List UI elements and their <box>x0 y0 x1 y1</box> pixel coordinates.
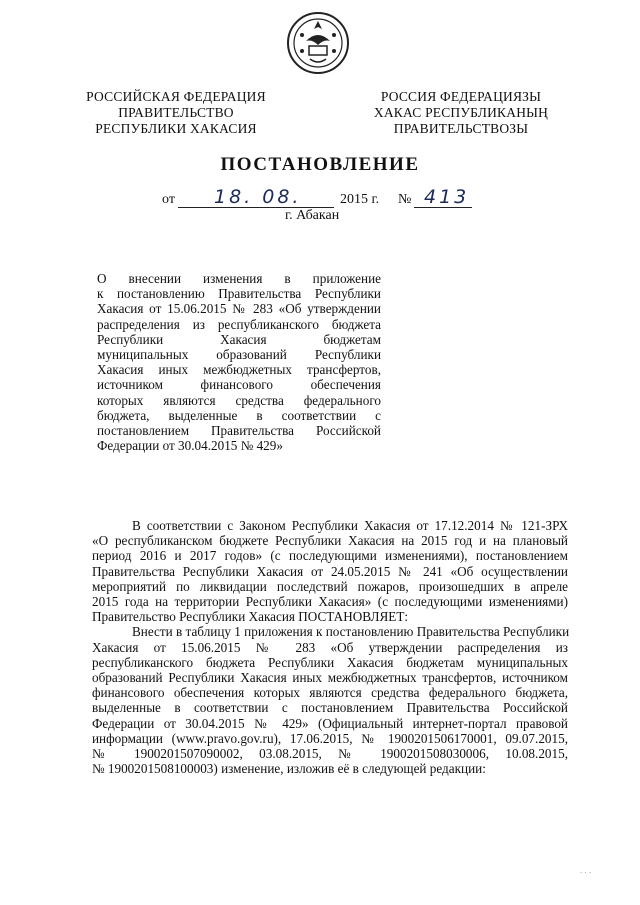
header-left-line: РЕСПУБЛИКИ ХАКАСИЯ <box>95 121 257 136</box>
body-line: № 1900201507090002, 03.08.2015, № 1900201508030006, 10.08.2015, <box>92 746 568 762</box>
body-line: выделенные в соответствии с постановлением Правительства Российской <box>92 700 568 716</box>
subject-line: О внесении изменения в приложение <box>97 271 381 286</box>
handwritten-date: 18. 08. <box>214 186 302 208</box>
subject-line: которых являются средства федерального <box>97 392 381 408</box>
coat-of-arms-emblem <box>286 11 350 75</box>
subject-line: постановлением Правительства Российской <box>97 423 381 439</box>
city-name: г. Абакан <box>285 208 340 223</box>
subject-line: к постановлению Правительства Республики <box>97 286 381 302</box>
subject-line: Федерации от 30.04.2015 № 429» <box>97 438 283 454</box>
body-line: республиканского бюджета Республики Хакасия бюджетам муниципальных <box>92 654 568 670</box>
number-sign: № <box>398 192 412 207</box>
subject-line: Хакасия иных межбюджетных трансфертов, <box>97 362 381 378</box>
body-line: образований Республики Хакасия иных межбюджетных трансфертов, источником <box>92 670 568 686</box>
year-suffix: 2015 г. <box>340 192 380 207</box>
document-subject <box>97 271 381 453</box>
body-line: мероприятий по ликвидации последствий пожаров, произошедших в апреле <box>92 578 568 594</box>
header-left-block <box>86 89 266 137</box>
body-line: Внести в таблицу 1 приложения к постановлению Правительства Республики <box>132 624 570 640</box>
subject-line: распределения из республиканского бюджета <box>97 316 381 332</box>
body-line: Правительства Республики Хакасия от 24.05.2015 № 241 «Об осуществлении <box>92 563 568 579</box>
header-right-line: ХАКАС РЕСПУБЛИКАНЫҢ <box>373 105 549 120</box>
subject-line: источником финансового обеспечения <box>97 377 381 393</box>
header-right-block <box>366 89 556 137</box>
handwritten-number: 413 <box>424 186 470 208</box>
body-line: Федерации от 30.04.2015 № 429» (Официальный интернет-портал правовой <box>92 715 568 731</box>
body-line: В соответствии с Законом Республики Хакасия от 17.12.2014 № 121-ЗРХ <box>132 518 568 533</box>
body-line: Правительство Республики Хакасия ПОСТАНОВЛЯЕТ: <box>92 609 409 625</box>
document-body <box>92 518 568 776</box>
page-mark: · · · <box>580 869 592 877</box>
body-line: финансового обеспечения которых являются средства федерального бюджета, <box>92 685 568 701</box>
body-line: 2015 года на территории Республики Хакасия» (с последующими изменениями) <box>92 594 568 610</box>
body-line: информации (www.pravo.gov.ru), 17.06.2015, № 1900201506170001, 09.07.2015, <box>92 730 568 746</box>
body-line: период 2016 и 2017 годов» (с последующими изменениями), постановлением <box>92 548 568 564</box>
header-left-line: ПРАВИТЕЛЬСТВО <box>118 105 234 120</box>
header-left-line: РОССИЙСКАЯ ФЕДЕРАЦИЯ <box>86 89 266 104</box>
body-line: «О республиканском бюджете Республики Хакасия на 2015 год и на плановый <box>92 533 568 549</box>
subject-line: Хакасия от 15.06.2015 № 283 «Об утверждении <box>97 301 381 317</box>
subject-line: Республики Хакасия бюджетам <box>97 331 381 347</box>
subject-line: муниципальных образований Республики <box>97 347 381 363</box>
body-line: № 1900201508100003) изменение, изложив её в следующей редакции: <box>92 761 486 777</box>
body-line: Хакасия от 15.06.2015 № 283 «Об утверждении распределения из <box>92 639 568 655</box>
document-type-title: ПОСТАНОВЛЕНИЕ <box>220 154 420 175</box>
header-right-line: РОССИЯ ФЕДЕРАЦИЯЗЫ <box>380 89 542 104</box>
header-right-line: ПРАВИТЕЛЬСТВОЗЫ <box>393 121 529 136</box>
date-prefix: от <box>162 192 175 207</box>
subject-line: бюджета, выделенные в соответствии с <box>97 407 381 423</box>
